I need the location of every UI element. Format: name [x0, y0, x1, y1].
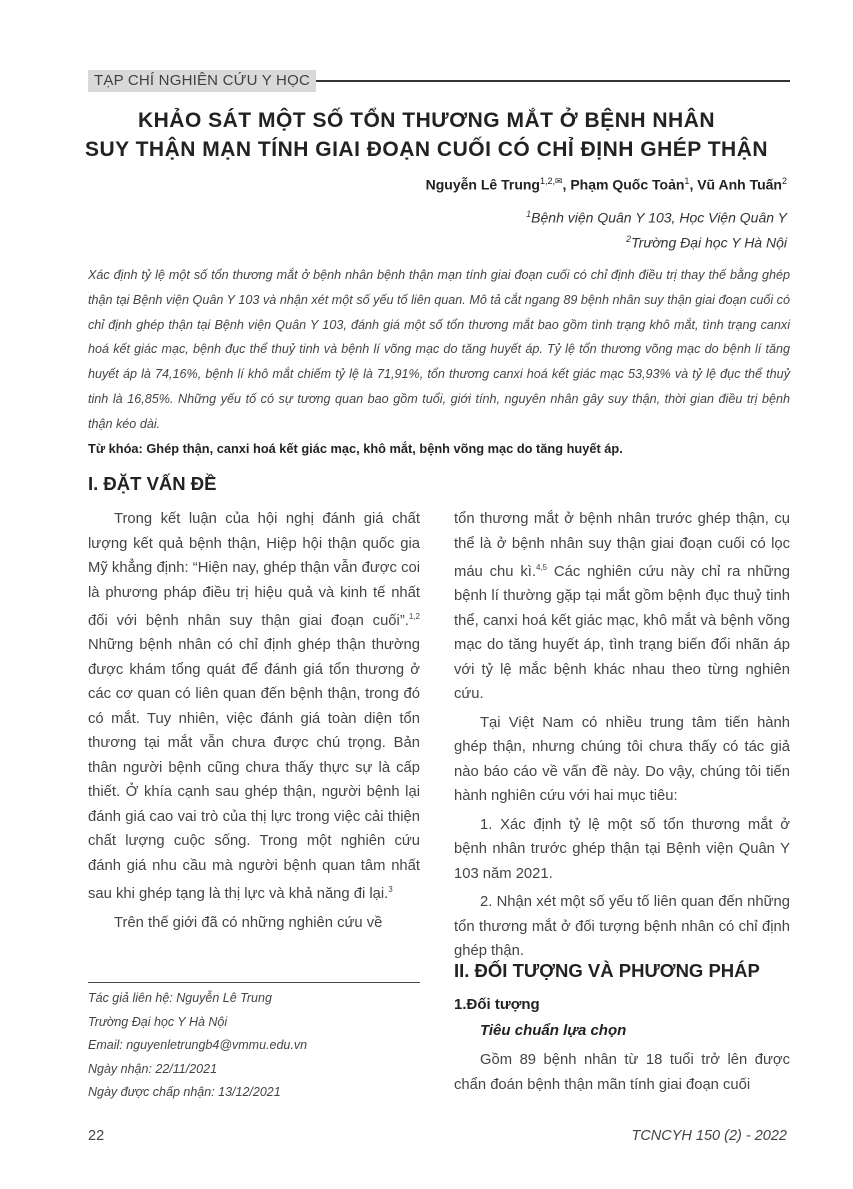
paragraph-text: Những bệnh nhân có chỉ định ghép thận thường được khám tổng quát để đánh giá tổn thương ở các cơ quan có liên quan đến bệnh thận, trong đó có mắt. Tuy nhiên, việc đánh giá toàn diện tổn thương tại mắt vẫn chưa được chú trọng. Bản thân người bệnh cũng chưa thấy thực sự là cấp thiết. Ở khía cạnh sau ghép thận, người bệnh lại đánh giá cao vai trò của thị lực trong việc cải thiện chất lượng cuộc sống. Trong một nghiên cứu đánh giá nhu cầu mà người bệnh quan tâm nhất sau khi ghép tạng là thị lực và khả năng đi lại. [88, 637, 420, 903]
affiliation [626, 234, 787, 251]
author-name: Vũ Anh Tuấn [697, 176, 782, 193]
corresponding-author: Tác giả liên hệ: Nguyễn Lê Trung [88, 991, 272, 1005]
author-affiliation-mark: 1 [684, 176, 690, 186]
paragraph: Gồm 89 bệnh nhân từ 18 tuổi trở lên được chẩn đoán bệnh thận mãn tính giai đoạn cuối [454, 1052, 790, 1093]
affiliation-text: Trường Đại học Y Hà Nội [631, 234, 787, 251]
author-list: Nguyễn Lê Trung$^{1,2,✉}$, Phạm Quốc Toản$^1$, Vũ Anh Tuấn$^2$ [425, 176, 787, 193]
citation-ref: 1,2 [408, 612, 420, 621]
journal-header [88, 70, 790, 92]
author-affiliation-mark: 1,2,✉ [539, 176, 563, 186]
paragraph-text: tổn thương mắt ở bệnh nhân trước ghép thận, cụ thể là ở bệnh nhân suy thận giai đoạn cuối có lọc máu chu kì. [454, 511, 790, 580]
left-column [88, 507, 420, 939]
paragraph: Trên thế giới đã có những nghiên cứu về [114, 914, 383, 931]
section-heading-methods: II. ĐỐI TƯỢNG VÀ PHƯƠNG PHÁP [454, 960, 760, 981]
keywords-label: Từ khóa: [88, 441, 143, 456]
affiliation [526, 209, 787, 226]
keywords [88, 441, 790, 456]
journal-name: TẠP CHÍ NGHIÊN CỨU Y HỌC [88, 70, 316, 92]
footnotes [88, 987, 428, 1105]
corresponding-affiliation: Trường Đại học Y Hà Nội [88, 1014, 228, 1029]
objective-item: 1. Xác định tỷ lệ một số tổn thương mắt ở bệnh nhân trước ghép thận tại Bệnh viện Quân Y 103 năm 2021. [454, 816, 790, 882]
keywords-text: Ghép thận, canxi hoá kết giác mạc, khô mắt, bệnh võng mạc do tăng huyết áp. [146, 441, 623, 456]
methods-column [454, 1048, 790, 1101]
journal-issue: TCNCYH 150 (2) - 2022 [631, 1128, 787, 1144]
objective-item: 2. Nhận xét một số yếu tố liên quan đến những tổn thương mắt ở đối tượng bệnh nhân có chỉ định ghép thận. [454, 894, 790, 960]
received-date: Ngày nhận: 22/11/2021 [88, 1061, 218, 1076]
section-heading-introduction: I. ĐẶT VẤN ĐỀ [88, 473, 217, 494]
paragraph [88, 507, 420, 907]
paper-title-line-1: KHẢO SÁT MỘT SỐ TỔN THƯƠNG MẮT Ở BỆNH NHÂN [137, 109, 716, 132]
subsection-heading: 1.Đối tượng [454, 996, 540, 1013]
author-name: Nguyễn Lê Trung [425, 176, 540, 193]
paragraph [454, 507, 790, 707]
right-column [454, 507, 790, 968]
subsection-subheading: Tiêu chuẩn lựa chọn [480, 1022, 627, 1039]
author-affiliation-mark: 2 [781, 176, 787, 186]
accepted-date: Ngày được chấp nhận: 13/12/2021 [88, 1085, 281, 1100]
citation-ref: 3 [388, 885, 393, 895]
affiliation-mark: 1 [526, 209, 532, 219]
paragraph-text: Trong kết luận của hội nghị đánh giá chất lượng kết quả bệnh thận, Hiệp hội thận quốc gia Mỹ khẳng định: “Hiện nay, ghép thận vẫn được coi là phương pháp điều trị hiệu quả và kinh tế nhất đối với bệnh nhân suy thận giai đoạn cuối”. [88, 511, 420, 629]
footnote-rule [88, 982, 420, 983]
page-number: 22 [88, 1128, 105, 1144]
citation-ref: 4,5 [535, 563, 548, 572]
affiliation-text: Bệnh viện Quân Y 103, Học Viện Quân Y [531, 209, 787, 226]
affiliation-mark: 2 [626, 234, 632, 244]
paragraph-text: Các nghiên cứu này chỉ ra những bệnh lí thường gặp tại mắt gồm bệnh đục thuỷ tinh thể, canxi hoá kết giác mạc, khô mắt và bệnh võng mạc do tăng huyết áp, tình trạng biến đổi nhãn áp với tỷ lệ mắc bệnh khác nhau theo từng nghiên cứu. [454, 563, 791, 703]
paper-title-line-2: SUY THẬN MẠN TÍNH GIAI ĐOẠN CUỐI CÓ CHỈ ĐỊNH GHÉP THẬN [84, 138, 769, 161]
author-name: Phạm Quốc Toản [570, 176, 685, 193]
abstract: Xác định tỷ lệ một số tổn thương mắt ở bệnh nhân bệnh thận mạn tính giai đoạn cuối có chỉ định điều trị thay thế bằng ghép thận tại Bệnh viện Quân Y 103 và nhận xét một số yếu tố liên quan. Mô tả cắt ngang 89 bệnh nhân suy thận giai đoạn cuối có chỉ định ghép thận tại Bệnh viện Quân Y 103, đánh giá một số tổn thương mắt bao gồm tình trạng khô mắt, tình trạng canxi hoá kết giác mạc, bệnh đục thể thuỷ tinh và bệnh lí võng mạc do tăng huyết áp. Tỷ lệ tổn thương võng mạc do bệnh lí tăng huyết áp là 74,16%, bệnh lí khô mắt chiếm tỷ lệ là 71,91%, tổn thương canxi hoá kết giác mạc 53,93% và tỷ lệ đục thể thuỷ tinh là 16,85%. Những yếu tố có sự tương quan bao gồm tuổi, giới tính, nguyên nhân gây suy thận, thời gian điều trị bệnh thận kéo dài. [88, 268, 790, 431]
paragraph: Tại Việt Nam có nhiều trung tâm tiến hành ghép thận, nhưng chúng tôi chưa thấy có tác giả nào báo cáo về vấn đề này. Do vậy, chúng tôi tiến hành nghiên cứu với hai mục tiêu: [454, 714, 790, 805]
corresponding-email: Email: nguyenletrungb4@vmmu.edu.vn [88, 1038, 308, 1053]
